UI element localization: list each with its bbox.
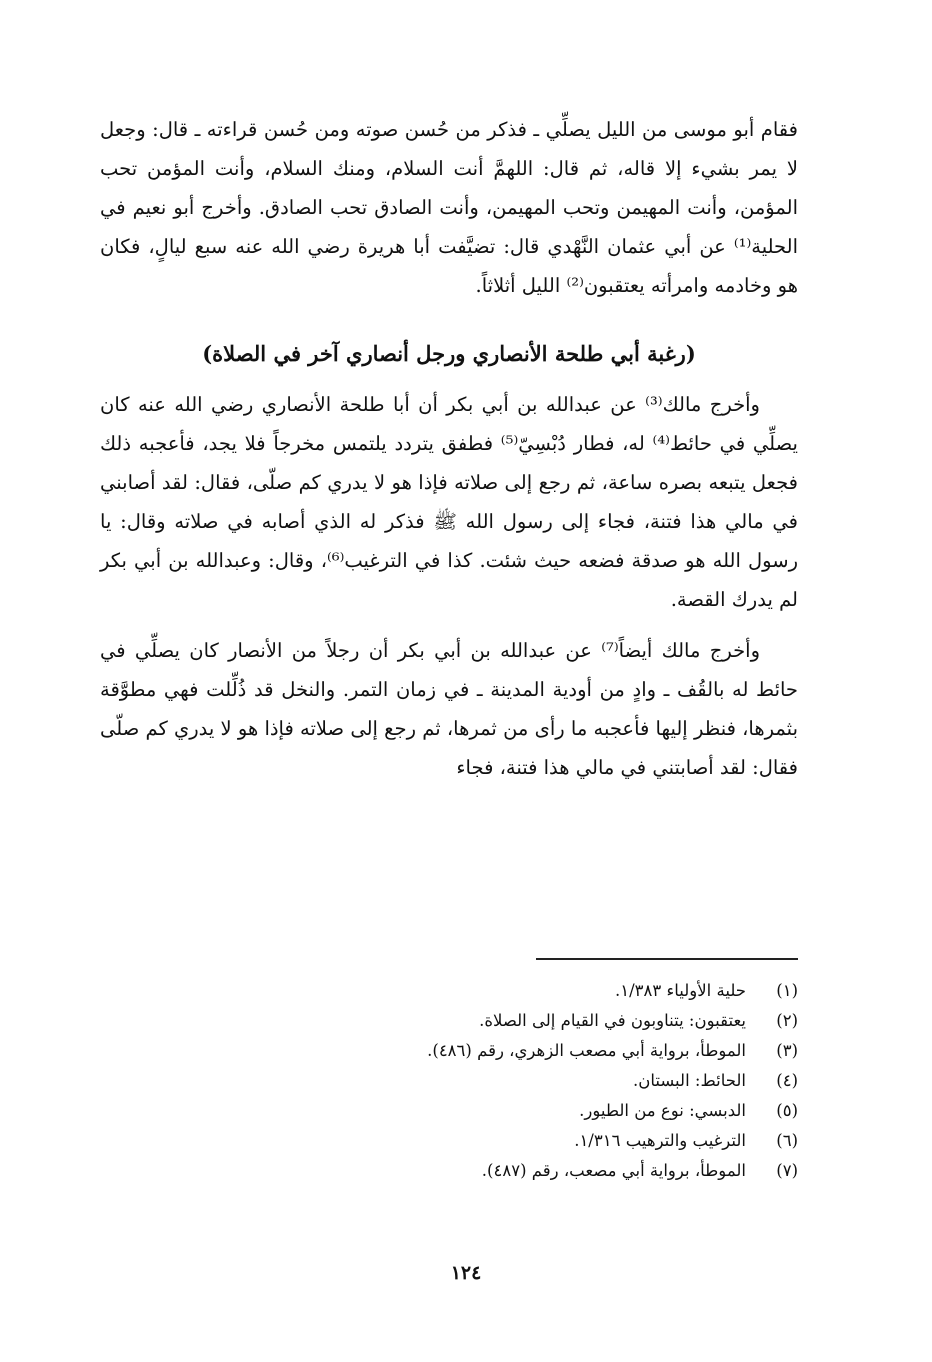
footnote-text: الترغيب والترهيب ١/٣١٦.	[574, 1131, 746, 1150]
footnote-text: الموطأ، برواية أبي مصعب الزهري، رقم (٤٨٦).	[427, 1041, 746, 1060]
footnote-text: الموطأ، برواية أبي مصعب، رقم (٤٨٧).	[481, 1161, 746, 1180]
footnote-number: (٦)	[776, 1131, 798, 1150]
paragraph-2: وأخرج مالك⁽³⁾ عن عبدالله بن أبي بكر أن أبا طلحة الأنصاري رضي الله عنه كان يصلِّي في حائط⁽⁴⁾ له، فطار دُبْسِيّ⁽⁵⁾ فطفق يتردد يلتمس مخرجاً فلا يجد، فأعجبه ذلك فجعل يتبعه بصره ساعة، ثم رجع إلى صلاته فإذا هو لا يدري كم صلّى، فقال: لقد أصابني في مالي هذا فتنة، فجاء إلى رسول الله ﷺ فذكر له الذي أصابه في صلاته وقال: يا رسول الله هو صدقة فضعه حيث شئت. كذا في الترغيب⁽⁶⁾، وقال: وعبدالله بن أبي بكر لم يدرك القصة.	[100, 393, 798, 611]
footnote-1	[300, 976, 798, 1006]
footnote-number: (١)	[776, 981, 798, 1000]
footnote-number: (٤)	[776, 1071, 798, 1090]
footnote-divider	[536, 958, 798, 960]
footnote-5	[300, 1096, 798, 1126]
footnotes-list	[300, 976, 798, 1186]
footnote-3	[300, 1036, 798, 1066]
footnote-2	[300, 1006, 798, 1036]
footnote-text: يعتقبون: يتناوبون في القيام إلى الصلاة.	[479, 1011, 746, 1030]
paragraph-1: فقام أبو موسى من الليل يصلِّي ـ فذكر من حُسن صوته ومن حُسن قراءته ـ قال: وجعل لا يمر بشيء إلا قاله، ثم قال: اللهمَّ أنت السلام، ومنك السلام، وأنت المؤمن تحب المؤمن، وأنت المهيمن وتحب المهيمن، وأنت الصادق تحب الصادق. وأخرج أبو نعيم في الحلية⁽¹⁾ عن أبي عثمان النَّهْدي قال: تضيَّفت أبا هريرة رضي الله عنه سبع ليالٍ، فكان هو وخادمه وامرأته يعتقبون⁽²⁾ الليل أثلاثاً.	[100, 118, 798, 297]
paragraph-3: وأخرج مالك أيضاً⁽⁷⁾ عن عبدالله بن أبي بكر أن رجلاً من الأنصار كان يصلِّي في حائط له بالقُف ـ وادٍ من أودية المدينة ـ في زمان التمر. والنخل قد ذُلِّلت فهي مطوَّقة بثمرها، فنظر إليها فأعجبه ما رأى من ثمرها، ثم رجع إلى صلاته فإذا هو لا يدري كم صلّى فقال: لقد أصابتني في مالي هذا فتنة، فجاء	[100, 639, 798, 779]
footnote-number: (٢)	[776, 1011, 798, 1030]
footnote-number: (٣)	[776, 1041, 798, 1060]
page-body	[100, 110, 798, 787]
footnote-text: الدبسي: نوع من الطيور.	[579, 1101, 746, 1120]
footnote-7	[300, 1156, 798, 1186]
footnote-text: حلية الأولياء ١/٣٨٣.	[615, 981, 746, 1000]
footnote-text: الحائط: البستان.	[632, 1071, 746, 1090]
section-heading: (رغبة أبي طلحة الأنصاري ورجل أنصاري آخر في الصلاة)	[202, 341, 696, 366]
footnote-number: (٧)	[776, 1161, 798, 1180]
footnote-number: (٥)	[776, 1101, 798, 1120]
footnote-6	[300, 1126, 798, 1156]
page-number: ١٢٤	[450, 1262, 482, 1284]
footnote-4	[300, 1066, 798, 1096]
